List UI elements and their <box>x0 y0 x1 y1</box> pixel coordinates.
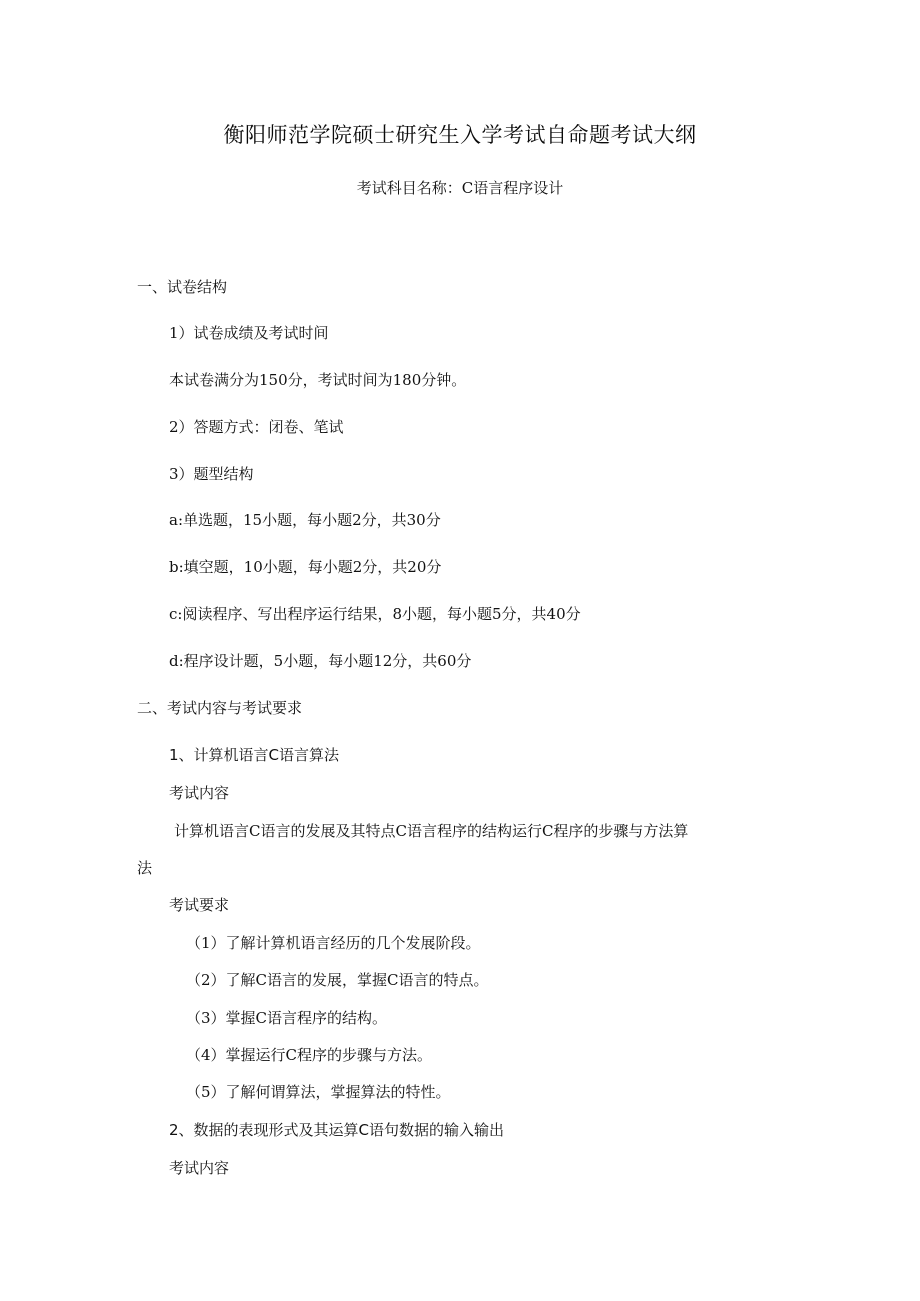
question-type-a: a:单选题，15小题，每小题2分，共30分 <box>169 511 441 529</box>
part2-content-label: 考试内容 <box>169 1159 230 1177</box>
part1-content-label: 考试内容 <box>169 784 230 802</box>
section1-heading: 一、试卷结构 <box>137 278 228 296</box>
requirement-3: （3）掌握C语言程序的结构。 <box>186 1009 388 1027</box>
part1-content-line1: 计算机语言C语言的发展及其特点C语言程序的结构运行C程序的步骤与方法算 <box>174 822 689 840</box>
part1-content-line2: 法 <box>137 859 153 877</box>
answer-method: 2）答题方式：闭卷、笔试 <box>169 418 344 436</box>
exam-score-time-label: 1）试卷成绩及考试时间 <box>169 324 329 342</box>
part1-title: 1、计算机语言C语言算法 <box>169 746 340 764</box>
question-type-b: b:填空题，10小题，每小题2分，共20分 <box>169 558 442 576</box>
question-structure-label: 3）题型结构 <box>169 465 254 483</box>
question-type-c: c:阅读程序、写出程序运行结果，8小题，每小题5分，共40分 <box>169 605 581 623</box>
document-title: 衡阳师范学院硕士研究生入学考试自命题考试大纲 <box>223 123 697 147</box>
section2-heading: 二、考试内容与考试要求 <box>137 699 303 717</box>
exam-subject: 考试科目名称：C语言程序设计 <box>356 179 564 197</box>
requirement-2: （2）了解C语言的发展，掌握C语言的特点。 <box>186 971 489 989</box>
question-type-d: d:程序设计题，5小题，每小题12分，共60分 <box>169 652 472 670</box>
part1-requirements-label: 考试要求 <box>169 896 230 914</box>
requirement-4: （4）掌握运行C程序的步骤与方法。 <box>186 1046 433 1064</box>
part2-title: 2、数据的表现形式及其运算C语句数据的输入输出 <box>169 1121 505 1139</box>
exam-score-time-text: 本试卷满分为150分，考试时间为180分钟。 <box>169 371 467 389</box>
requirement-1: （1）了解计算机语言经历的几个发展阶段。 <box>186 934 481 952</box>
requirement-5: （5）了解何谓算法，掌握算法的特性。 <box>186 1083 451 1101</box>
